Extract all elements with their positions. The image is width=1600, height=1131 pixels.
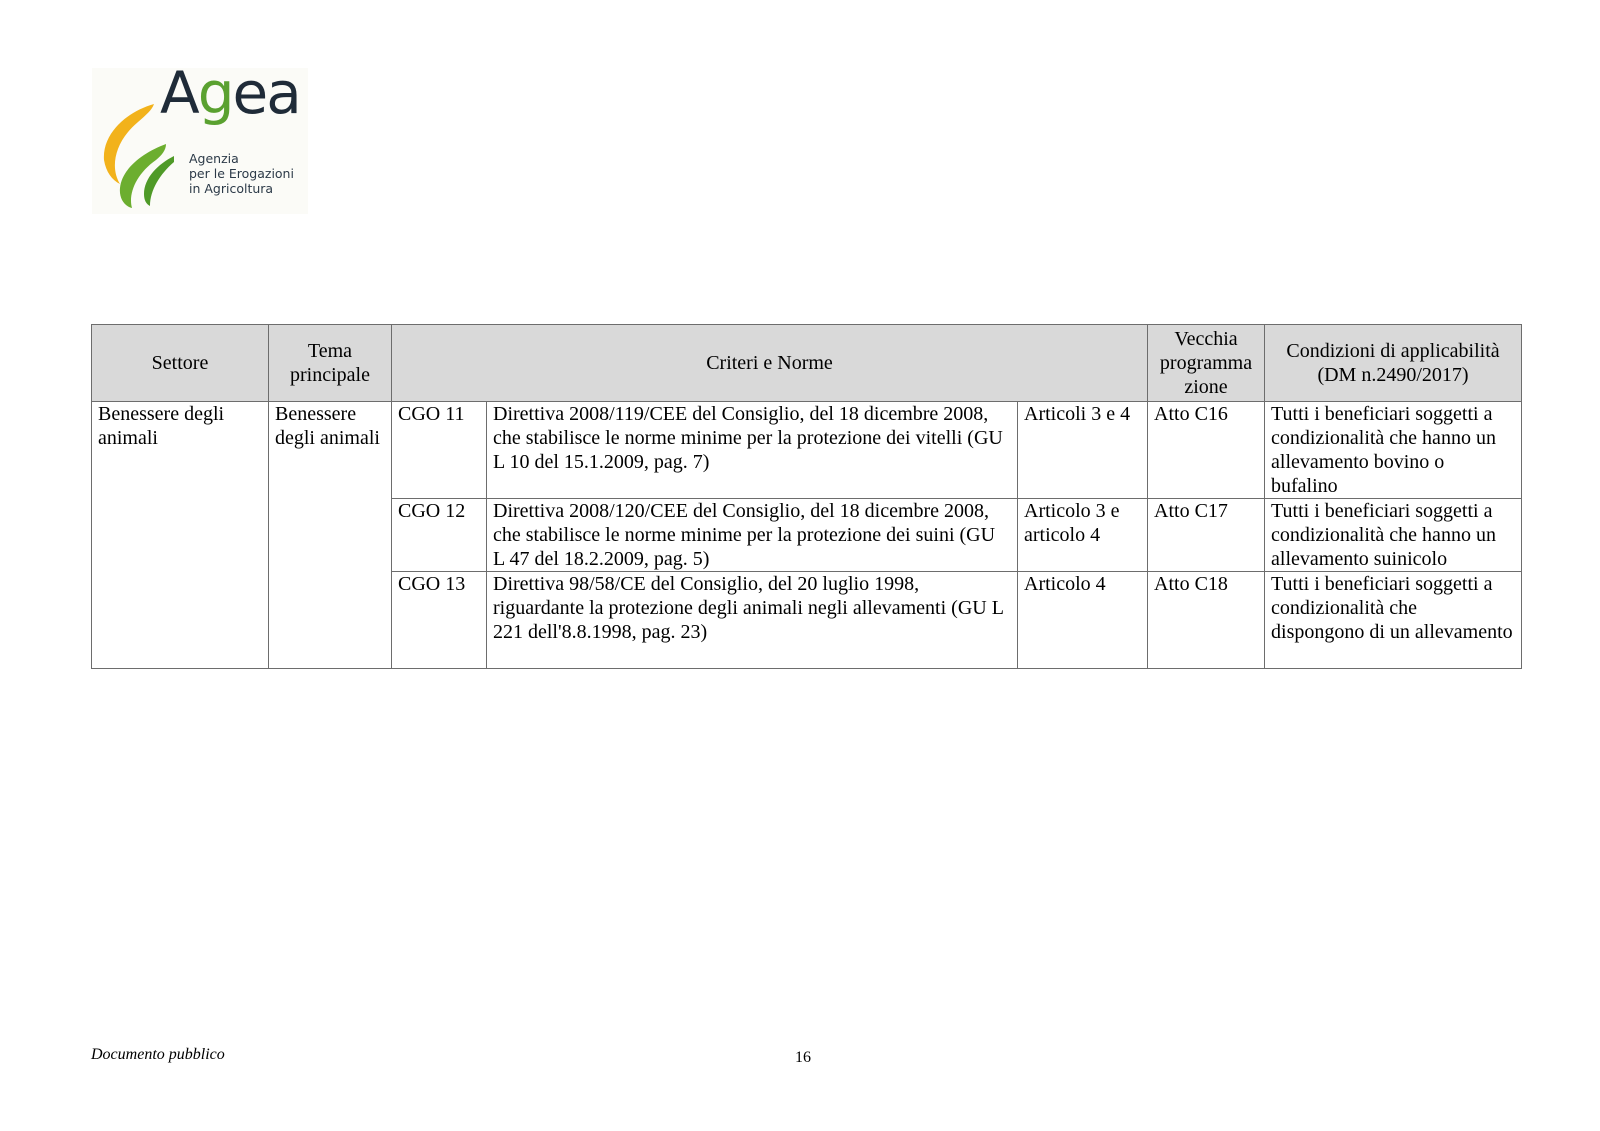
cell-norm: Direttiva 2008/119/CEE del Consiglio, del 18 dicembre 2008, che stabilisce le norme minime per la protezione dei vitelli (GU L 10 del 15.1.2009, pag. 7) xyxy=(487,402,1018,499)
cell-norm: Direttiva 98/58/CE del Consiglio, del 20 luglio 1998, riguardante la protezione degli animali negli allevamenti (GU L 221 dell'8.8.1998, pag. 23) xyxy=(487,572,1018,669)
cell-conditions: Tutti i beneficiari soggetti a condizionalità che hanno un allevamento bovino o bufalino xyxy=(1265,402,1522,499)
cell-norm: Direttiva 2008/120/CEE del Consiglio, del 18 dicembre 2008, che stabilisce le norme minime per la protezione dei suini (GU L 47 del 18.2.2009, pag. 5) xyxy=(487,499,1018,572)
cell-articles: Articolo 4 xyxy=(1018,572,1148,669)
cell-cgo-code: CGO 11 xyxy=(392,402,487,499)
header-criteri-e-norme: Criteri e Norme xyxy=(392,325,1148,402)
cell-cgo-code: CGO 12 xyxy=(392,499,487,572)
header-settore: Settore xyxy=(92,325,269,402)
header-vecchia-programmazione: Vecchia programma zione xyxy=(1148,325,1265,402)
header-condizioni: Condizioni di applicabilità (DM n.2490/2017) xyxy=(1265,325,1522,402)
agea-wordmark: Agea xyxy=(160,59,300,127)
cell-articles: Articolo 3 e articolo 4 xyxy=(1018,499,1148,572)
table-header-row xyxy=(92,325,1522,402)
agea-logo xyxy=(92,59,308,214)
cell-old-code: Atto C17 xyxy=(1148,499,1265,572)
criteri-table xyxy=(91,324,1522,669)
table-row xyxy=(92,402,1522,499)
cell-cgo-code: CGO 13 xyxy=(392,572,487,669)
cell-tema: Benessere degli animali xyxy=(269,402,392,669)
page-number: 16 xyxy=(795,1049,811,1066)
cell-old-code: Atto C16 xyxy=(1148,402,1265,499)
cell-conditions: Tutti i beneficiari soggetti a condizionalità che dispongono di un allevamento xyxy=(1265,572,1522,669)
cell-old-code: Atto C18 xyxy=(1148,572,1265,669)
header-tema-principale: Tema principale xyxy=(269,325,392,402)
footer-label: Documento pubblico xyxy=(91,1046,225,1063)
cell-settore: Benessere degli animali xyxy=(92,402,269,669)
agea-subtitle: Agenzia per le Erogazioni in Agricoltura xyxy=(189,151,294,196)
cell-conditions: Tutti i beneficiari soggetti a condizionalità che hanno un allevamento suinicolo xyxy=(1265,499,1522,572)
cell-articles: Articoli 3 e 4 xyxy=(1018,402,1148,499)
